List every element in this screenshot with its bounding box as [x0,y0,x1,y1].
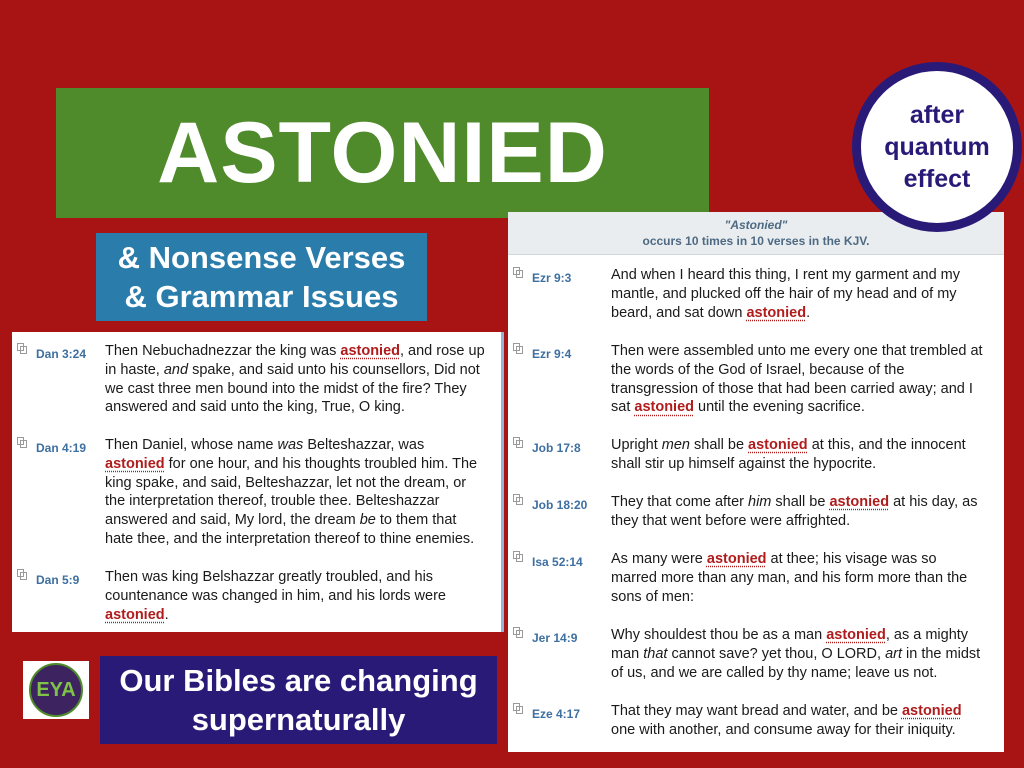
verse-text: That they may want bread and water, and be astonied one with another, and consume away for their iniquity. [611,703,962,738]
copy-icon[interactable] [20,440,27,448]
subtitle-line-2: & Grammar Issues [124,279,399,314]
keyword-highlight: astonied [901,703,962,719]
verse-text: Why shouldest thou be as a man astonied, as a mighty man that cannot save? yet thou, O LORD, art in the midst of us, and we are called by thy name; leave us not. [611,627,981,681]
verse-reference[interactable]: Dan 3:24 [36,347,87,361]
keyword-highlight: astonied [706,551,767,567]
keyword-highlight: astonied [105,455,165,472]
copy-icon[interactable] [516,346,523,354]
copy-icon[interactable] [516,440,523,448]
copy-icon[interactable] [516,497,523,505]
verse-text: Then were assembled unto me every one that trembled at the words of the God of Israel, because of the transgression of those that had been carried away; and I sat astonied until the evening sacrifice. [611,343,983,416]
verse-reference[interactable]: Job 18:20 [532,498,588,512]
keyword-highlight: astonied [340,343,400,359]
verse-reference[interactable]: Dan 5:9 [36,573,80,587]
verse-reference[interactable]: Ezr 9:4 [532,347,572,361]
keyword-highlight: astonied [105,606,165,623]
copy-icon[interactable] [516,706,523,714]
subtitle-line-1: & Nonsense Verses [117,240,406,275]
keyword-highlight: astonied [829,494,890,510]
verse-text: As many were astonied at thee; his visage was so marred more than any man, and his form more than the sons of men: [611,551,968,605]
badge-line-3: effect [903,165,971,193]
copy-icon[interactable] [516,554,523,562]
footer-banner [100,656,497,744]
badge-line-2: quantum [884,133,990,161]
verse-text: Then Daniel, whose name was Belteshazzar, was astonied for one hour, and his thoughts troubled him. The king spake, and said, Belteshazzar, let not the dream, or the interpretation thereof, trouble thee. Belteshazzar answered and said, My lord, the dream be to them that hate thee, and the interpretation thereof to thine enemies. [105,437,478,547]
search-results-panel [508,212,1004,752]
badge-line-1: after [909,101,965,129]
verse-text: Then Nebuchadnezzar the king was astonied, and rose up in haste, and spake, and said unto his counsellors, Did not we cast three men bound into the midst of the fire? They answered and said unto the king, True, O king. [105,343,485,416]
verse-text: They that come after him shall be astonied at his day, as they that went before were affrighted. [611,494,978,529]
keyword-highlight: astonied [748,437,808,453]
copy-icon[interactable] [516,630,523,638]
copy-icon[interactable] [20,572,27,580]
verse-reference[interactable]: Jer 14:9 [532,631,578,645]
verse-text: Upright men shall be astonied at this, and the innocent shall stir up himself against the hypocrite. [611,437,966,472]
daniel-verses-panel [12,332,504,632]
keyword-highlight: astonied [746,304,807,321]
quantum-badge [852,62,1022,232]
eya-logo-circle [29,663,83,717]
eya-logo [23,661,89,719]
verse-reference[interactable]: Isa 52:14 [532,555,583,569]
verse-reference[interactable]: Ezr 9:3 [532,271,572,285]
verse-text: And when I heard this thing, I rent my garment and my mantle, and plucked off the hair of my head and of my beard, and sat down astonied. [611,267,960,321]
copy-icon[interactable] [20,346,27,354]
keyword-highlight: astonied [634,399,694,416]
subtitle-banner [96,233,427,321]
verse-reference[interactable]: Dan 4:19 [36,441,87,455]
results-summary: occurs 10 times in 10 verses in the KJV. [642,234,870,248]
eya-logo-text: EYA [36,678,76,701]
search-query: "Astonied" [724,218,788,232]
keyword-highlight: astonied [826,627,886,643]
copy-icon[interactable] [516,270,523,278]
verse-reference[interactable]: Job 17:8 [532,441,581,455]
footer-line-2: supernaturally [191,702,406,737]
title-banner [56,88,709,218]
verse-text: Then was king Belshazzar greatly troubled, and his countenance was changed in him, and his lords were astonied. [105,569,446,623]
footer-line-1: Our Bibles are changing [119,663,478,698]
verse-reference[interactable]: Eze 4:17 [532,707,581,721]
page-title: ASTONIED [157,104,608,201]
